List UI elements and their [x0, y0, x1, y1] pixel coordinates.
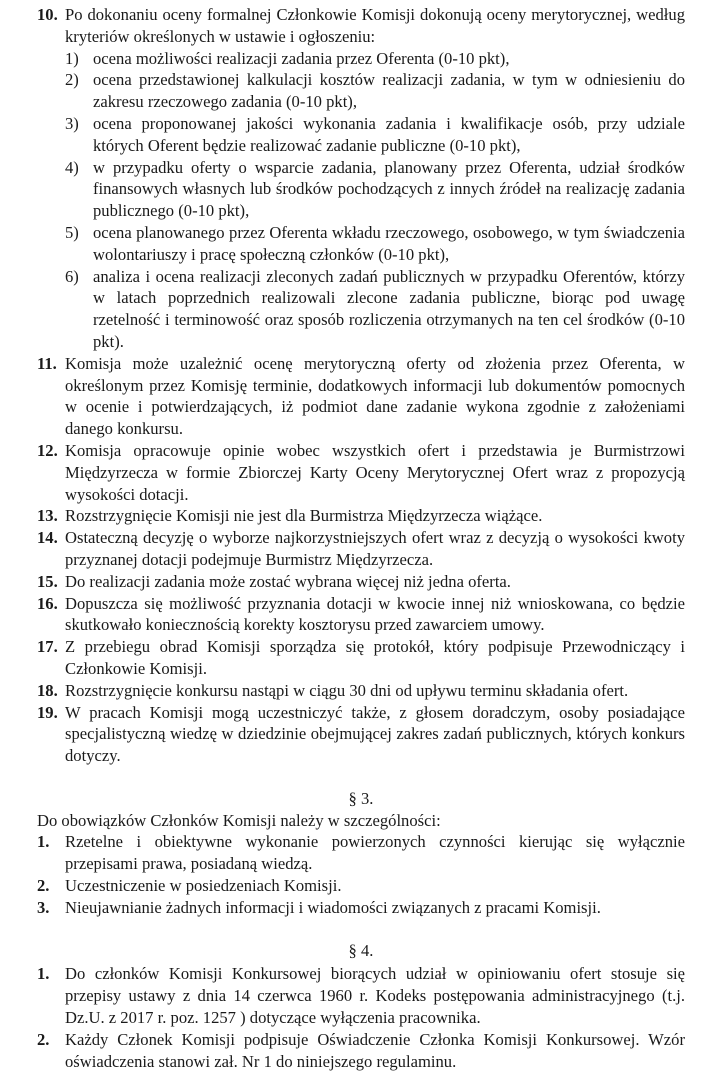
item-text: Z przebiegu obrad Komisji sporządza się protokół, który podpisuje Przewodniczący i Członkowie Komisji. [65, 637, 685, 678]
item-text: Ostateczną decyzję o wyborze najkorzystniejszych ofert wraz z decyzją o wysokości kwoty przyznanej dotacji podejmuje Burmistrz Międzyrzecza. [65, 528, 685, 569]
item-number: 19. [37, 702, 58, 722]
section-3-heading: § 3. [348, 788, 374, 808]
item-text: Po dokonaniu oceny formalnej Członkowie Komisji dokonują oceny merytorycznej, według kryteriów określonych w ustawie i ogłoszeniu: [65, 5, 685, 46]
subitem-number: 2) [65, 70, 79, 90]
list-item-11 [37, 353, 685, 440]
subitem-6 [65, 266, 685, 353]
item-number: 12. [37, 440, 58, 460]
item-number: 10. [37, 5, 58, 24]
list-item-17 [37, 636, 685, 680]
item-number: 17. [37, 637, 58, 657]
subitem-text: analiza i ocena realizacji zleconych zadań publicznych w przypadku Oferentów, którzy w latach poprzednich realizowali zlecone zadania publiczne, biorąc pod uwagę rzetelność i terminowość oraz sposób rozliczenia otrzymanych na ten cel środków (0-10 pkt). [93, 266, 685, 351]
list-item-14 [37, 527, 685, 571]
item-text: Uczestniczenie w posiedzeniach Komisji. [65, 876, 342, 896]
subitem-number: 1) [65, 48, 79, 68]
subitem-5 [65, 222, 685, 266]
subitem-text: ocena proponowanej jakości wykonania zadania i kwalifikacje osób, przy udziale których Oferent będzie realizować zadanie publiczne (0-10 pkt), [93, 113, 685, 155]
item-text: Do członków Komisji Konkursowej biorących udział w opiniowaniu ofert stosuje się przepisy ustawy z dnia 14 czerwca 1960 r. Kodeks postępowania administracyjnego (t.j. Dz.U. z 2017 r. poz. 1257 ) dotyczące wyłączenia pracownika. [65, 964, 685, 1028]
item-number: 1. [37, 964, 50, 984]
item-text: Rzetelne i obiektywne wykonanie powierzonych czynności kierując się wyłącznie przepisami prawa, posiadaną wiedzą. [65, 832, 685, 874]
subitem-text: w przypadku oferty o wsparcie zadania, planowany przez Oferenta, udział środków finansowych własnych lub środków pochodzących z innych źródeł na realizację zadania publicznego (0-10 pkt), [93, 157, 685, 221]
section-3-item-1 [37, 831, 685, 875]
section-3-item-2 [37, 875, 685, 897]
item-number: 11. [37, 353, 57, 373]
item-number: 2. [37, 876, 50, 896]
section-4-item-2 [37, 1029, 685, 1072]
list-item-18 [37, 680, 685, 702]
list-item-12 [37, 440, 685, 505]
subitem-number: 6) [65, 266, 79, 286]
item-number: 16. [37, 593, 58, 613]
subitem-4 [65, 157, 685, 222]
subitem-number: 5) [65, 222, 79, 242]
document-page [37, 4, 685, 1072]
subitem-2 [65, 69, 685, 113]
subitem-1 [65, 48, 685, 70]
item-number: 18. [37, 680, 58, 700]
item-number: 2. [37, 1029, 50, 1049]
item-text: Komisja opracowuje opinie wobec wszystkich ofert i przedstawia je Burmistrzowi Międzyrzecza w formie Zbiorczej Karty Oceny Merytorycznej Ofert wraz z propozycją wysokości dotacji. [65, 440, 685, 504]
list-item-19 [37, 702, 685, 767]
list-item-13 [37, 505, 685, 527]
item-text: Do realizacji zadania może zostać wybrana więcej niż jedna oferta. [65, 571, 511, 591]
item-number: 15. [37, 571, 58, 591]
item-text: Nieujawnianie żadnych informacji i wiadomości związanych z pracami Komisji. [65, 897, 601, 917]
subitem-text: ocena możliwości realizacji zadania przez Oferenta (0-10 pkt), [93, 48, 510, 68]
subitem-3 [65, 113, 685, 157]
list-item-10 [37, 4, 685, 48]
subitem-number: 3) [65, 113, 79, 133]
item-number: 13. [37, 506, 58, 526]
subitem-text: ocena planowanego przez Oferenta wkładu rzeczowego, osobowego, w tym świadczenia wolontariuszy i pracę społeczną członków (0-10 pkt), [93, 222, 685, 264]
list-item-15 [37, 571, 685, 593]
list-item-16 [37, 593, 685, 637]
item-text: Komisja może uzależnić ocenę merytoryczną oferty od złożenia przez Oferenta, w określonym przez Komisję terminie, dodatkowych informacji lub dokumentów pomocnych w ocenie i potwierdzających, iż podmiot dane zadanie wykona zgodnie z założeniami danego konkursu. [65, 353, 685, 439]
item-text: Rozstrzygnięcie Komisji nie jest dla Burmistrza Międzyrzecza wiążące. [65, 506, 543, 526]
item-number: 1. [37, 832, 50, 852]
section-3-item-3 [37, 897, 685, 919]
section-4-heading: § 4. [348, 940, 374, 960]
subitem-text: ocena przedstawionej kalkulacji kosztów realizacji zadania, w tym w odniesieniu do zakresu rzeczowego zadania (0-10 pkt), [93, 70, 685, 112]
item-number: 3. [37, 897, 50, 917]
section-4-item-1 [37, 963, 685, 1028]
item-text: W pracach Komisji mogą uczestniczyć także, z głosem doradczym, osoby posiadające specjalistyczną wiedzę w dziedzinie obejmującej zakres zadań publicznych, których konkurs dotyczy. [65, 702, 685, 766]
item-number: 14. [37, 528, 58, 548]
item-text: Każdy Członek Komisji podpisuje Oświadczenie Członka Komisji Konkursowej. Wzór oświadczenia stanowi zał. Nr 1 do niniejszego regulaminu. [65, 1029, 685, 1071]
subitem-number: 4) [65, 157, 79, 177]
item-text: Dopuszcza się możliwość przyznania dotacji w kwocie innej niż wnioskowana, co będzie skutkowało koniecznością korekty kosztorysu przed zawarciem umowy. [65, 593, 685, 635]
section-3-intro: Do obowiązków Członków Komisji należy w szczególności: [37, 810, 441, 830]
item-text: Rozstrzygnięcie konkursu nastąpi w ciągu 30 dni od upływu terminu składania ofert. [65, 680, 629, 700]
